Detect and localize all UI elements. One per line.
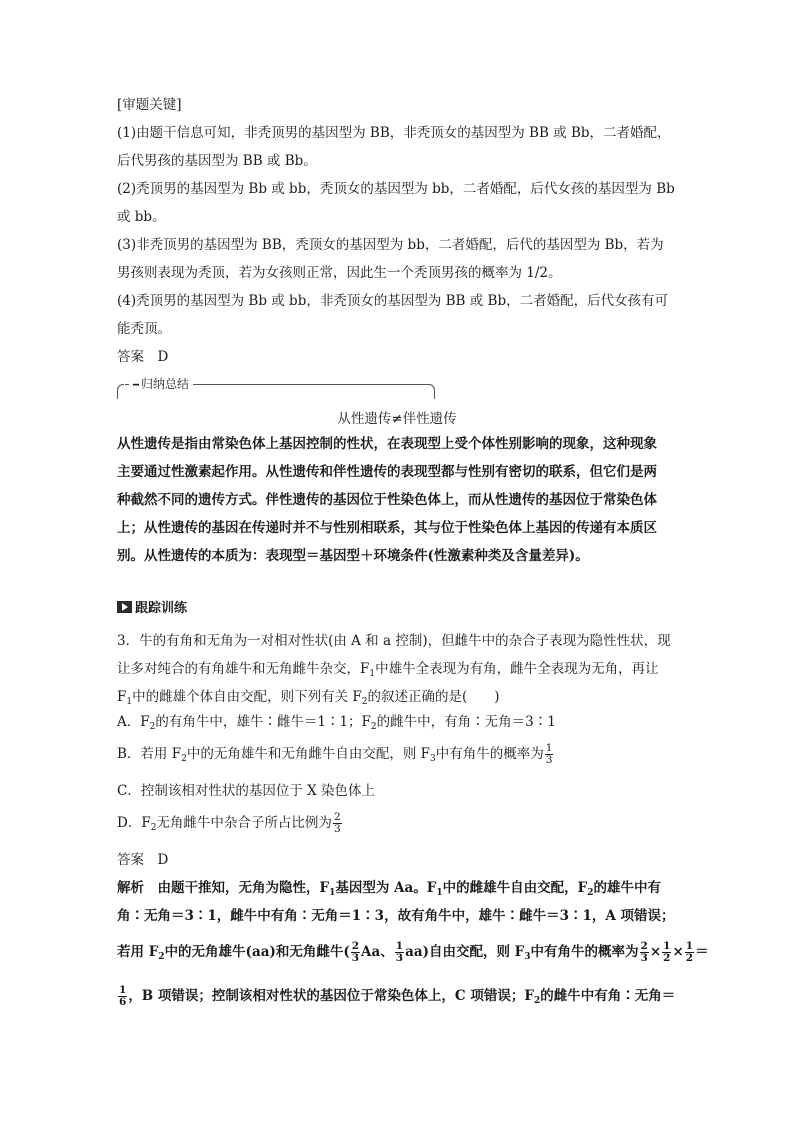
fraction-numerator: 1 <box>663 940 671 952</box>
key-p2-line2: 或 bb。 <box>117 209 166 225</box>
summary-title: 从性遗传≠伴性遗传 <box>337 411 457 427</box>
subscript: 2 <box>150 823 157 833</box>
fraction-denominator: 2 <box>663 952 671 964</box>
subscript: 2 <box>149 722 156 732</box>
practice-heading-text: 跟踪训练 <box>135 601 188 616</box>
question-line3-text-a: F <box>117 689 127 705</box>
explanation-line3 <box>117 941 709 964</box>
fraction-one-half <box>685 941 694 964</box>
fraction-one-half <box>662 941 671 964</box>
fraction-numerator: 1 <box>545 742 553 754</box>
fraction-denominator: 6 <box>119 996 127 1008</box>
fraction-denominator: 3 <box>333 823 341 835</box>
key-p2-line1: (2)秃顶男的基因型为 Bb 或 bb，秃顶女的基因型为 bb，二者婚配，后代女孩的基因型为 Bb <box>117 181 675 197</box>
option-a-text-a: A．F <box>117 714 150 730</box>
question-line3-text-c: 的叙述正确的是( ) <box>367 689 500 705</box>
option-d-text-b: 无角雌牛中杂合子所占比例为 <box>156 815 332 831</box>
subscript: 3 <box>524 952 531 962</box>
explanation-line3-text-e: 中有角牛的概率为 <box>530 944 639 960</box>
subscript: 1 <box>369 669 376 679</box>
summary-dash-icon: ━ <box>133 380 140 391</box>
key-p1-line1: (1)由题干信息可知，非秃顶男的基因型为 BB，非秃顶女的基因型为 BB 或 Bb，二者婚配， <box>117 125 671 141</box>
fraction-numerator: 1 <box>685 940 694 952</box>
explanation-line3-text-c: Aa、 <box>361 944 394 960</box>
explanation-line1-text-a: 解析 由题干推知，无角为隐性，F <box>117 880 330 896</box>
summary-line2: 主要通过性激素起作用。从性遗传和伴性遗传的表现型都与性别有密切的联系，但它们是两 <box>117 464 657 480</box>
fraction-two-thirds <box>351 941 360 964</box>
fraction-numerator: 1 <box>119 984 127 996</box>
subscript: 2 <box>361 697 368 707</box>
explanation-line1-text-d: 的雄牛中有 <box>593 880 661 896</box>
key-p3-line1: (3)非秃顶男的基因型为 BB，秃顶女的基因型为 bb，二者婚配，后代的基因型为 Bb，若为 <box>117 237 664 253</box>
play-triangle-icon <box>117 601 132 613</box>
question-line2 <box>117 660 659 678</box>
explanation-line3-text-d: aa)自由交配，则 F <box>405 944 525 960</box>
subscript: 3 <box>430 754 436 764</box>
subscript: 1 <box>126 697 133 707</box>
explanation-line4-text-b: 的雌牛中有角∶无角＝ <box>540 988 676 1004</box>
explanation-line2: 角∶无角＝3∶1，雌牛中有角∶无角＝1∶3，故有角牛中，雄牛∶雌牛＝3∶1，A 项错误； <box>117 908 675 924</box>
explanation-line4-text-a: ，B 项错误；控制该相对性状的基因位于常染色体上，C 项错误；F <box>128 988 534 1004</box>
summary-label <box>129 377 193 393</box>
key-answer: 答案 D <box>117 349 169 365</box>
fraction-one-sixth <box>118 985 127 1008</box>
key-p1-line2: 后代男孩的基因型为 BB 或 Bb。 <box>117 153 317 169</box>
key-p4-line2: 能秃顶。 <box>117 321 171 337</box>
fraction-denominator: 3 <box>351 952 360 964</box>
fraction-denominator: 3 <box>545 754 553 766</box>
fraction-one-third <box>545 743 554 766</box>
key-p4-line1: (4)秃顶男的基因型为 Bb 或 bb，非秃顶女的基因型为 BB 或 Bb，二者婚配，后代女孩有可 <box>117 293 669 309</box>
summary-frame <box>117 377 435 399</box>
option-a <box>117 713 556 731</box>
explanation-line3-text-a: 若用 F <box>117 944 159 960</box>
explanation-line4 <box>117 985 675 1008</box>
fraction-numerator: 2 <box>351 940 360 952</box>
fraction-denominator: 3 <box>640 952 648 964</box>
question-line2-text-b: 中雄牛全表现为有角，雌牛全表现为无角，再让 <box>375 661 659 677</box>
fraction-denominator: 3 <box>395 952 404 964</box>
option-c: C．控制该相对性状的基因位于 X 染色体上 <box>117 783 376 799</box>
practice-answer: 答案 D <box>117 852 169 868</box>
option-a-text-b: 的有角牛中，雄牛∶雌牛＝1∶1；F <box>155 714 371 730</box>
times-sign: × <box>649 944 662 960</box>
question-line3-text-b: 中的雌雄个体自由交配，则下列有关 F <box>132 689 362 705</box>
summary-line1: 从性遗传是指由常染色体上基因控制的性状，在表现型上受个体性别影响的现象，这种现象 <box>117 436 657 452</box>
summary-line5: 别。从性遗传的本质为：表现型＝基因型＋环境条件(性激素种类及含量差异)。 <box>117 548 589 564</box>
option-a-text-c: 的雌牛中，有角∶无角＝3∶1 <box>376 714 556 730</box>
option-b <box>117 743 554 766</box>
option-b-text-b: 中的无角雄牛和无角雌牛自由交配，则 F <box>186 746 430 762</box>
fraction-one-third <box>395 941 404 964</box>
fraction-numerator: 1 <box>395 940 404 952</box>
question-line2-text-a: 让多对纯合的有角雄牛和无角雌牛杂交，F <box>117 661 370 677</box>
explanation-line3-text-b: 中的无角雄牛(aa)和无角雌牛( <box>164 944 350 960</box>
fraction-numerator: 2 <box>333 811 341 823</box>
summary-label-text: 归纳总结 <box>141 377 190 391</box>
subscript: 1 <box>436 888 443 898</box>
subscript: 1 <box>329 888 336 898</box>
question-line3 <box>117 688 500 706</box>
summary-frame-left-corner <box>117 384 124 399</box>
option-b-text-a: B．若用 F <box>117 746 182 762</box>
subscript: 2 <box>370 722 377 732</box>
option-d <box>117 812 343 835</box>
option-b-text-c: 中有角牛的概率为 <box>435 746 544 762</box>
explanation-line1 <box>117 879 661 897</box>
fraction-two-thirds <box>333 812 342 835</box>
subscript: 2 <box>533 996 541 1006</box>
times-sign: × <box>672 944 684 960</box>
explanation-line1-text-b: 基因型为 Aa。F <box>335 880 437 896</box>
summary-line3: 种截然不同的遗传方式。伴性遗传的基因位于性染色体上，而从性遗传的基因位于常染色体 <box>117 492 657 508</box>
option-d-text-a: D．F <box>117 815 151 831</box>
subscript: 2 <box>587 888 594 898</box>
summary-line4: 上；从性遗传的基因在传递时并不与性别相联系，其与位于性染色体上基因的传递有本质区 <box>117 520 657 536</box>
subscript: 2 <box>158 952 165 962</box>
summary-frame-right-corner <box>428 384 435 399</box>
key-heading: [审题关键] <box>117 97 182 113</box>
fraction-numerator: 2 <box>640 940 648 952</box>
subscript: 2 <box>181 754 187 764</box>
key-p3-line2: 男孩则表现为秃顶，若为女孩则正常，因此生一个秃顶男孩的概率为 1/2。 <box>117 265 562 281</box>
question-line1: 3．牛的有角和无角为一对相对性状(由 A 和 a 控制)，但雌牛中的杂合子表现为隐性性状，现 <box>117 633 671 649</box>
fraction-denominator: 2 <box>685 952 694 964</box>
explanation-line1-text-c: 中的雌雄牛自由交配，F <box>442 880 588 896</box>
practice-heading <box>117 601 187 617</box>
equals-sign: ＝ <box>695 944 709 960</box>
fraction-two-thirds <box>640 941 649 964</box>
